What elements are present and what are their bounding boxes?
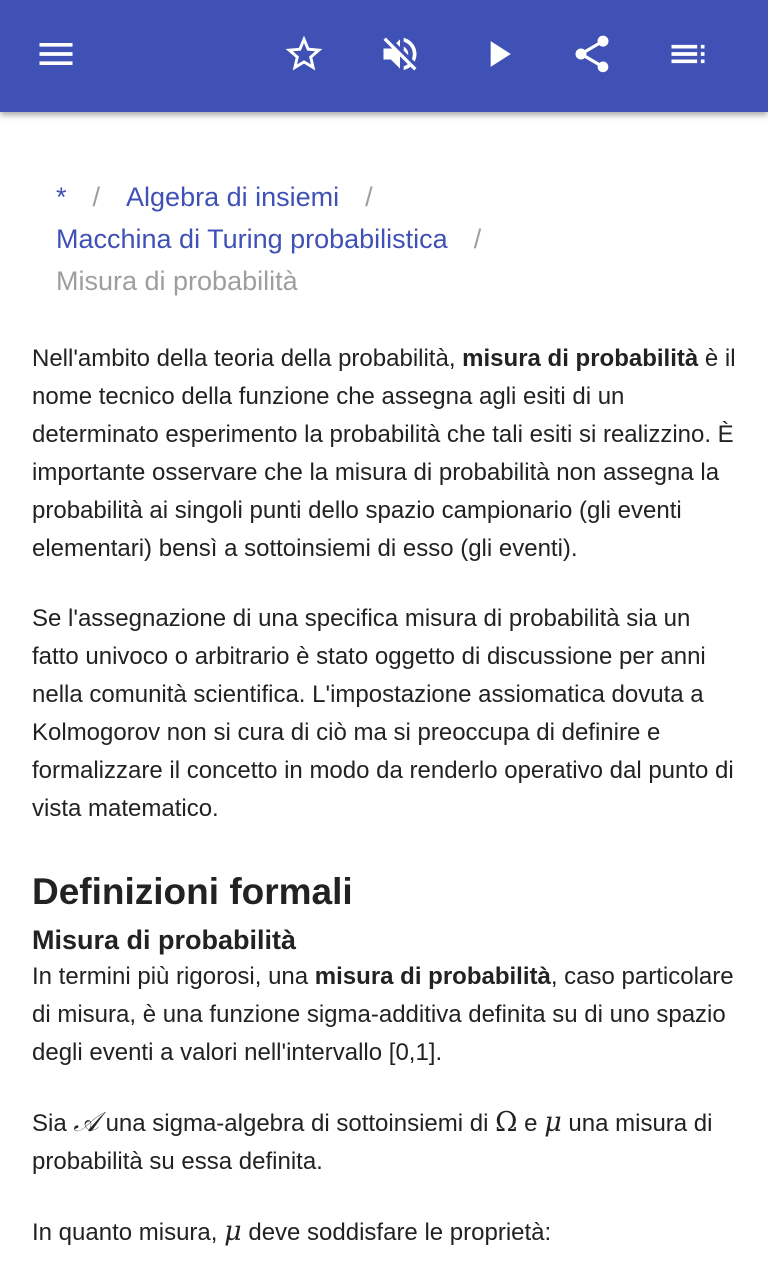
properties-paragraph	[32, 1213, 742, 1252]
subsection-title: Misura di probabilità	[32, 925, 297, 955]
bold-term: misura di probabilità	[314, 963, 551, 990]
text-span: In termini più rigorosi, una	[32, 963, 315, 990]
text-span: una misura di probabilità su essa definita.	[32, 1110, 713, 1175]
section-title: Definizioni formali	[32, 871, 353, 912]
math-symbol: μ	[544, 1107, 562, 1138]
sigma-algebra-paragraph	[32, 1104, 742, 1181]
breadcrumb-link-macchina-di-turing[interactable]: Macchina di Turing probabilistica	[56, 224, 448, 254]
text-span: deve soddisfare le proprietà:	[241, 1219, 552, 1246]
text-span: , caso particolare di misura, è una funzione sigma-additiva definita su di uno spazio degli eventi a valori nell'intervallo [0,1].	[32, 963, 734, 1066]
menu-button[interactable]	[24, 24, 88, 88]
breadcrumb-root-link[interactable]: *	[56, 182, 67, 212]
breadcrumb-current: Misura di probabilità	[56, 266, 298, 296]
hamburger-menu-icon	[34, 32, 78, 81]
breadcrumb-separator: /	[473, 224, 482, 254]
text-span: Sia	[32, 1110, 74, 1137]
article-content	[32, 112, 742, 1252]
volume-off-icon	[378, 32, 422, 81]
history-paragraph: Se l'assegnazione di una specifica misura di probabilità sia un fatto univoco o arbitrario è stato oggetto di discussione per anni nella comunità scientifica. L'impostazione assiomatica dovuta a Kolmogorov non si cura di ciò ma si preoccupa di definire e formalizzare il concetto in modo da renderlo operativo dal punto di vista matematico.	[32, 605, 734, 822]
play-button[interactable]	[466, 24, 530, 88]
mute-button[interactable]	[368, 24, 432, 88]
text-span: è il nome tecnico della funzione che assegna agli esiti di un determinato esperimento la probabilità che tali esiti si realizzino. È importante osservare che la misura di probabilità non assegna la probabilità ai singoli punti dello spazio campionario (gli eventi elementari) bensì a sottoinsiemi di esso (gli eventi).	[32, 345, 736, 562]
play-icon	[476, 32, 520, 81]
share-icon	[570, 32, 614, 81]
app-bar	[0, 0, 768, 112]
breadcrumb-link-algebra-di-insiemi[interactable]: Algebra di insiemi	[126, 182, 340, 212]
math-symbol: μ	[224, 1216, 242, 1247]
breadcrumb	[32, 176, 742, 302]
text-span: e	[517, 1110, 545, 1137]
share-button[interactable]	[560, 24, 624, 88]
text-span: una sigma-algebra di sottoinsiemi di	[98, 1110, 496, 1137]
definition-paragraph	[32, 958, 742, 1072]
table-of-contents-button[interactable]	[656, 24, 720, 88]
math-symbol: Ω	[495, 1107, 518, 1138]
intro-paragraph	[32, 340, 742, 568]
list-icon	[666, 32, 710, 81]
text-span: Nell'ambito della teoria della probabilità,	[32, 345, 463, 372]
favorite-button[interactable]	[272, 24, 336, 88]
text-span: In quanto misura,	[32, 1219, 225, 1246]
breadcrumb-separator: /	[365, 182, 373, 212]
math-symbol: 𝒜	[73, 1107, 99, 1138]
bold-term: misura di probabilità	[462, 345, 699, 372]
breadcrumb-separator: /	[92, 182, 101, 212]
star-outline-icon	[282, 32, 326, 81]
